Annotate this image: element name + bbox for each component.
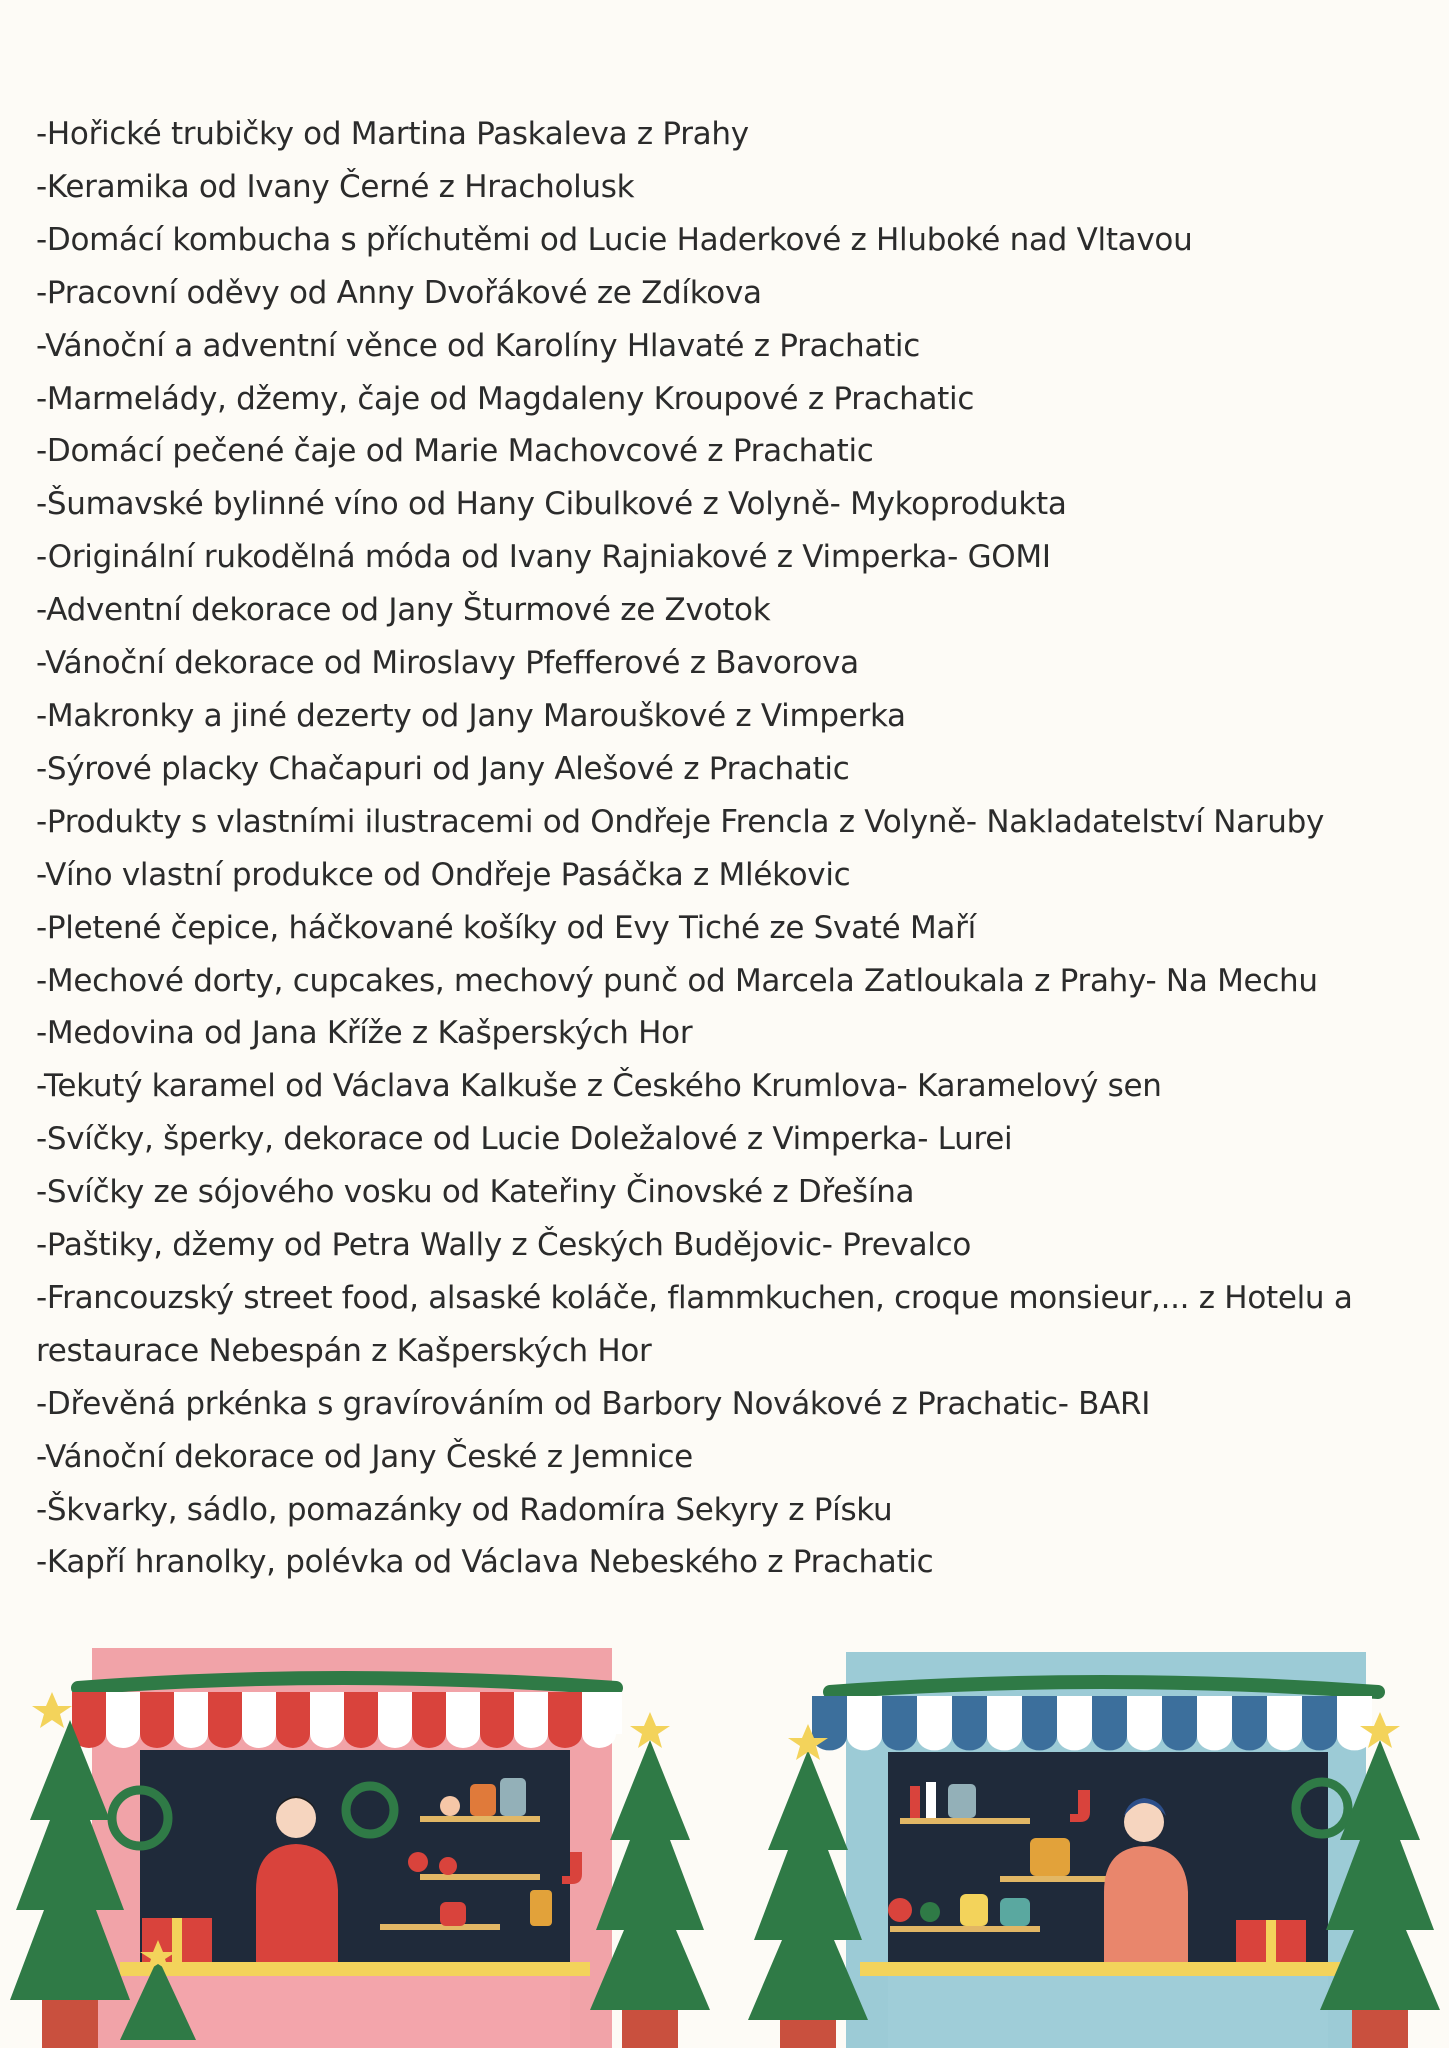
- vendor-item: -Domácí pečené čaje od Marie Machovcové z Prachatic: [36, 433, 874, 470]
- vendor-item: -Pletené čepice, háčkované košíky od Evy Tiché ze Svaté Maří: [36, 909, 976, 946]
- vendor-item: -Dřevěná prkénka s gravírováním od Barbory Novákové z Prachatic- BARI: [36, 1385, 1151, 1422]
- vendor-item: -Medovina od Jana Kříže z Kašperských Hor: [36, 1015, 693, 1052]
- vendor-item: -Francouzský street food, alsaské koláče, flammkuchen, croque monsieur,... z Hotelu a restaurace Nebespán z Kašperských Hor: [36, 1279, 1353, 1369]
- vendor-item: -Adventní dekorace od Jany Šturmové ze Zvotok: [36, 592, 771, 629]
- vendor-item: -Domácí kombucha s příchutěmi od Lucie Haderkové z Hluboké nad Vltavou: [36, 221, 1193, 258]
- vendor-item: -Víno vlastní produkce od Ondřeje Pasáčka z Mlékovic: [36, 856, 851, 893]
- vendor-item: -Svíčky, šperky, dekorace od Lucie Doležalové z Vimperka- Lurei: [36, 1121, 1013, 1158]
- vendor-item: -Kapří hranolky, polévka od Václava Nebeského z Prachatic: [36, 1544, 934, 1581]
- vendor-item: -Originální rukodělná móda od Ivany Rajniakové z Vimperka- GOMI: [36, 539, 1051, 576]
- vendor-item: -Vánoční a adventní věnce od Karolíny Hlavaté z Prachatic: [36, 327, 920, 364]
- vendor-item: -Keramika od Ivany Černé z Hracholusk: [36, 168, 635, 205]
- vendor-item: -Hořické trubičky od Martina Paskaleva z Prahy: [36, 116, 749, 152]
- vendor-item: -Marmelády, džemy, čaje od Magdaleny Kroupové z Prachatic: [36, 380, 975, 417]
- vendor-item: -Makronky a jiné dezerty od Jany Marouškové z Vimperka: [36, 697, 906, 734]
- right-market-stall: [812, 1652, 1378, 2048]
- vendor-item: -Pracovní oděvy od Anny Dvořákové ze Zdíkova: [36, 274, 762, 311]
- vendor-item: -Vánoční dekorace od Jany České z Jemnice: [36, 1438, 693, 1475]
- vendor-item: -Tekutý karamel od Václava Kalkuše z Českého Krumlova- Karamelový sen: [36, 1068, 1162, 1105]
- vendor-item: -Šumavské bylinné víno od Hany Cibulkové z Volyně- Mykoprodukta: [36, 486, 1067, 523]
- vendor-item: -Paštiky, džemy od Petra Wally z Českých Budějovic- Prevalco: [36, 1227, 971, 1264]
- vendor-item: -Svíčky ze sójového vosku od Kateřiny Činovské z Dřešína: [36, 1174, 915, 1211]
- vendor-item: -Vánoční dekorace od Miroslavy Pfefferové z Bavorova: [36, 645, 859, 682]
- christmas-market-illustration: [0, 1640, 1449, 2048]
- vendor-item: -Mechové dorty, cupcakes, mechový punč od Marcela Zatloukala z Prahy- Na Mechu: [36, 962, 1318, 999]
- vendor-item: -Produkty s vlastními ilustracemi od Ondřeje Frencla z Volyně- Nakladatelství Naruby: [36, 803, 1325, 840]
- left-awning: [72, 1692, 622, 1748]
- vendor-item: -Škvarky, sádlo, pomazánky od Radomíra Sekyry z Písku: [36, 1491, 893, 1528]
- vendor-item: -Sýrové placky Chačapuri od Jany Alešové z Prachatic: [36, 750, 850, 787]
- vendor-list: [36, 108, 1436, 1589]
